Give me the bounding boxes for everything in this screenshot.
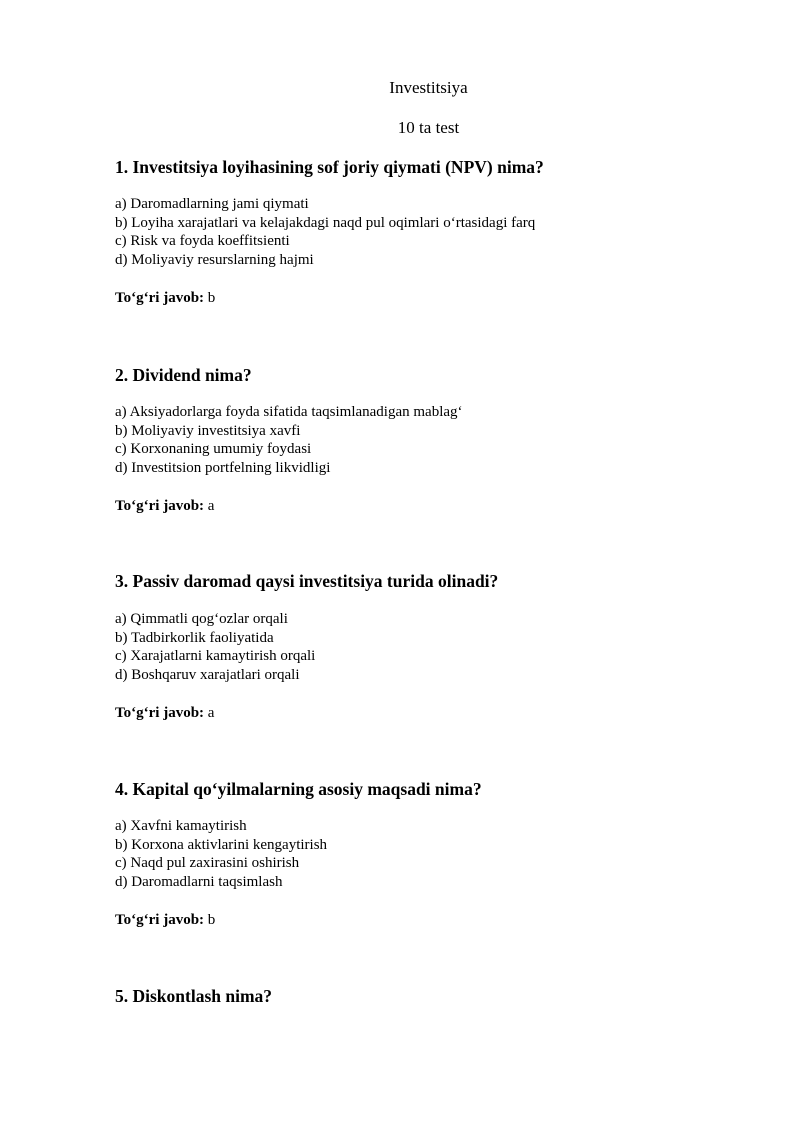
answer-option: c) Korxonaning umumiy foydasi [115,441,312,458]
question-options [115,403,463,478]
answer-option: d) Moliyaviy resurslarning hajmi [115,252,314,269]
answer-option: c) Risk va foyda koeffitsienti [115,233,290,250]
question-heading: 4. Kapital qo‘yilmalarning asosiy maqsadi nima? [115,779,482,799]
answer-option: b) Korxona aktivlarini kengaytirish [115,836,328,853]
question-heading: 2. Dividend nima? [115,365,252,385]
answer-option: d) Boshqaruv xarajatlari orqali [115,667,300,684]
answer-option: b) Tadbirkorlik faoliyatida [115,629,274,646]
correct-answer [115,289,215,307]
answer-option: a) Xavfni kamaytirish [115,818,247,834]
question-heading: 3. Passiv daromad qaysi investitsiya turida olinadi? [115,571,499,591]
answer-option: c) Naqd pul zaxirasini oshirish [115,855,300,872]
answer-option: b) Loyiha xarajatlari va kelajakdagi naqd pul oqimlari o‘rtasidagi farq [115,214,536,231]
question-options [115,195,535,270]
answer-option: a) Aksiyadorlarga foyda sifatida taqsimlanadigan mablag‘ [115,404,463,420]
correct-answer-label: To‘g‘ri javob: [115,705,205,721]
document-subtitle: 10 ta test [397,118,460,137]
question-options [115,817,327,892]
correct-answer-value: b [207,912,216,928]
correct-answer-label: To‘g‘ri javob: [115,290,205,306]
correct-answer-value: b [207,290,216,306]
question-options [115,610,315,685]
answer-option: d) Investitsion portfelning likvidligi [115,460,331,477]
answer-option: d) Daromadlarni taqsimlash [115,874,283,891]
answer-option: a) Qimmatli qog‘ozlar orqali [115,611,288,627]
answer-option: c) Xarajatlarni kamaytirish orqali [115,648,316,665]
correct-answer-label: To‘g‘ri javob: [115,498,205,514]
correct-answer [115,704,214,722]
correct-answer-value: a [207,498,215,514]
question-heading: 5. Diskontlash nima? [115,986,273,1006]
correct-answer-label: To‘g‘ri javob: [115,912,205,928]
correct-answer [115,497,214,515]
document-title: Investitsiya [389,78,468,97]
correct-answer [115,911,215,929]
correct-answer-value: a [207,705,215,721]
answer-option: b) Moliyaviy investitsiya xavfi [115,422,301,439]
answer-option: a) Daromadlarning jami qiymati [115,196,309,212]
question-heading: 1. Investitsiya loyihasining sof joriy qiymati (NPV) nima? [115,157,544,177]
